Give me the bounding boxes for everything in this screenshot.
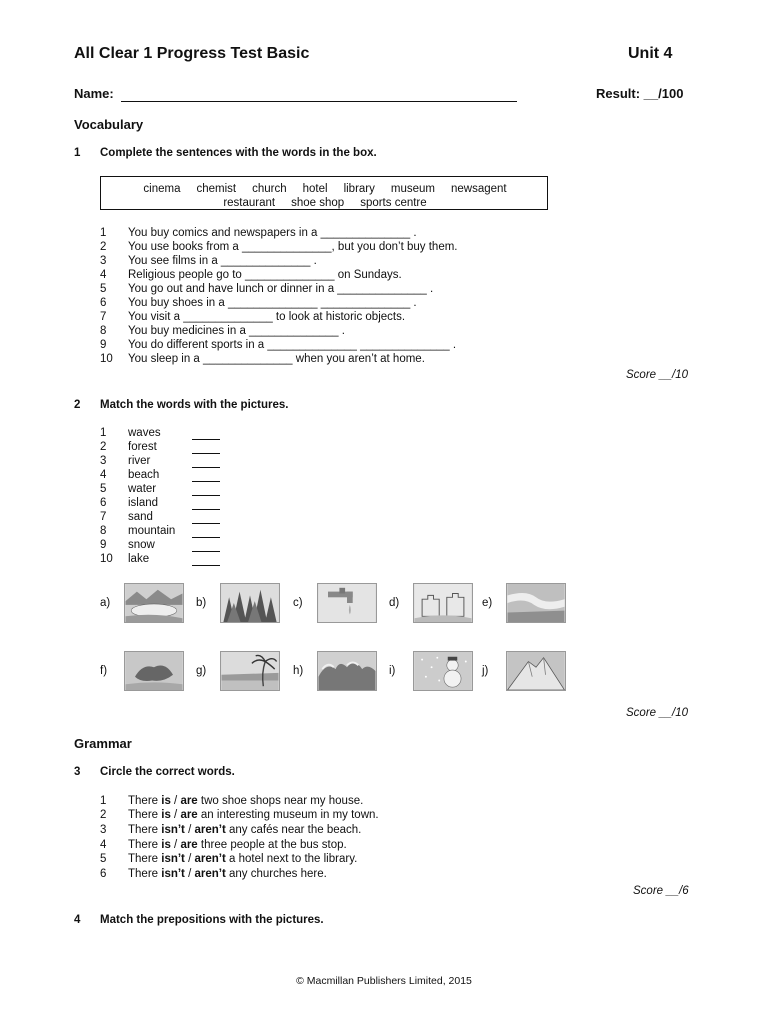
result-label: Result: __/100	[596, 86, 684, 101]
exercise-1-number: 1	[74, 147, 81, 159]
item-number: 4	[100, 839, 107, 851]
item-number: 4	[100, 269, 107, 281]
copyright-footer: © Macmillan Publishers Limited, 2015	[296, 975, 472, 987]
answer-blank[interactable]	[192, 525, 220, 538]
item-number: 1	[100, 795, 107, 807]
option-separator: /	[184, 824, 195, 836]
island-picture-icon	[124, 651, 184, 691]
sentence-item: Religious people go to ______________ on Sundays.	[128, 269, 402, 281]
item-number: 3	[100, 824, 107, 836]
sentence-item: You buy medicines in a ______________ .	[128, 325, 345, 337]
exercise-4-number: 4	[74, 914, 81, 926]
grammar-pre: There	[128, 795, 162, 807]
picture-label: a)	[100, 597, 111, 609]
exercise-2-instruction: Match the words with the pictures.	[100, 399, 289, 411]
answer-blank[interactable]	[192, 483, 220, 496]
grammar-post: any cafés near the beach.	[225, 824, 362, 836]
waves-picture-icon	[317, 651, 377, 691]
score-ex2: Score __/10	[626, 707, 689, 719]
grammar-pre: There	[128, 853, 162, 865]
name-field[interactable]	[121, 101, 517, 102]
grammar-pre: There	[128, 824, 162, 836]
forest-picture-icon	[220, 583, 280, 623]
match-word: snow	[128, 539, 155, 551]
item-number: 2	[100, 241, 107, 253]
water-tap-picture-icon	[317, 583, 377, 623]
lake-picture-icon	[124, 583, 184, 623]
answer-blank[interactable]	[192, 427, 220, 440]
page-title: All Clear 1 Progress Test Basic	[74, 45, 310, 62]
grammar-pre: There	[128, 839, 162, 851]
answer-blank[interactable]	[192, 511, 220, 524]
option-b[interactable]: aren’t	[194, 853, 226, 865]
picture-label: f)	[100, 665, 108, 677]
answer-blank[interactable]	[192, 539, 220, 552]
word-box-item: newsagent	[450, 183, 507, 195]
name-label: Name:	[74, 86, 114, 101]
sentence-item: You go out and have lunch or dinner in a ______________ .	[128, 283, 434, 295]
option-a[interactable]: isn’t	[161, 868, 185, 880]
item-number: 9	[100, 339, 107, 351]
match-word: river	[128, 455, 151, 467]
option-separator: /	[170, 839, 181, 851]
exercise-4-instruction: Match the prepositions with the pictures.	[100, 914, 324, 926]
grammar-pre: There	[128, 868, 162, 880]
match-word: forest	[128, 441, 157, 453]
option-b[interactable]: are	[180, 839, 198, 851]
mountain-picture-icon	[506, 651, 566, 691]
grammar-post: three people at the bus stop.	[197, 839, 347, 851]
option-a[interactable]: is	[161, 795, 171, 807]
match-word: mountain	[128, 525, 176, 537]
item-number: 7	[100, 311, 107, 323]
word-box-item: church	[252, 183, 287, 195]
answer-blank[interactable]	[192, 455, 220, 468]
word-box-row-1	[101, 183, 549, 195]
score-ex3: Score __/6	[633, 885, 689, 897]
grammar-post: a hotel next to the library.	[225, 853, 358, 865]
item-number: 1	[100, 227, 107, 239]
grammar-pre: There	[128, 809, 162, 821]
river-picture-icon	[506, 583, 566, 623]
picture-label: g)	[196, 665, 207, 677]
option-separator: /	[170, 795, 181, 807]
sentence-item: You visit a ______________ to look at historic objects.	[128, 311, 406, 323]
item-number: 3	[100, 255, 107, 267]
item-number: 6	[100, 868, 107, 880]
item-number: 8	[100, 525, 107, 537]
match-word: island	[128, 497, 159, 509]
picture-label: d)	[389, 597, 400, 609]
item-number: 6	[100, 297, 107, 309]
option-separator: /	[184, 853, 195, 865]
option-a[interactable]: isn’t	[161, 824, 185, 836]
grammar-item	[128, 824, 361, 836]
snow-picture-icon	[413, 651, 473, 691]
match-word: water	[128, 483, 157, 495]
picture-label: e)	[482, 597, 493, 609]
word-box-item: chemist	[196, 183, 237, 195]
sentence-item: You do different sports in a ______________ ______________ .	[128, 339, 457, 351]
item-number: 10	[100, 553, 113, 565]
answer-blank[interactable]	[192, 469, 220, 482]
option-b[interactable]: are	[180, 795, 198, 807]
sentence-item: You buy shoes in a ______________ ______________ .	[128, 297, 417, 309]
sentence-item: You sleep in a ______________ when you aren’t at home.	[128, 353, 425, 365]
word-box-item: hotel	[302, 183, 328, 195]
item-number: 9	[100, 539, 107, 551]
word-box-item: shoe shop	[291, 197, 345, 209]
grammar-post: an interesting museum in my town.	[197, 809, 379, 821]
exercise-3-instruction: Circle the correct words.	[100, 766, 235, 778]
picture-label: j)	[482, 665, 489, 677]
item-number: 4	[100, 469, 107, 481]
match-word: lake	[128, 553, 150, 565]
word-box-row-2	[101, 197, 549, 209]
grammar-item	[128, 795, 363, 807]
word-box-item: sports centre	[360, 197, 427, 209]
exercise-2-number: 2	[74, 399, 81, 411]
item-number: 5	[100, 283, 107, 295]
item-number: 2	[100, 441, 107, 453]
option-b[interactable]: aren’t	[194, 824, 226, 836]
sentence-item: You use books from a ______________, but you don’t buy them.	[128, 241, 458, 253]
grammar-item	[128, 853, 357, 865]
item-number: 5	[100, 853, 107, 865]
option-a[interactable]: isn’t	[161, 853, 185, 865]
grammar-item	[128, 839, 347, 851]
exercise-1-instruction: Complete the sentences with the words in the box.	[100, 147, 377, 159]
sentence-item: You buy comics and newspapers in a ______________ .	[128, 227, 417, 239]
grammar-post: two shoe shops near my house.	[197, 795, 364, 807]
answer-blank[interactable]	[192, 497, 220, 510]
match-word: beach	[128, 469, 160, 481]
exercise-3-number: 3	[74, 766, 81, 778]
unit-label: Unit 4	[628, 45, 673, 62]
match-word: sand	[128, 511, 153, 523]
picture-label: b)	[196, 597, 207, 609]
option-a[interactable]: is	[161, 839, 171, 851]
item-number: 2	[100, 809, 107, 821]
score-ex1: Score __/10	[626, 369, 689, 381]
item-number: 7	[100, 511, 107, 523]
option-b[interactable]: aren’t	[194, 868, 226, 880]
picture-label: c)	[293, 597, 303, 609]
grammar-item	[128, 809, 379, 821]
word-box	[100, 176, 548, 210]
option-separator: /	[184, 868, 195, 880]
sentence-item: You see films in a ______________ .	[128, 255, 317, 267]
item-number: 10	[100, 353, 113, 365]
word-box-item: library	[343, 183, 375, 195]
word-box-item: museum	[390, 183, 435, 195]
item-number: 6	[100, 497, 107, 509]
answer-blank[interactable]	[192, 441, 220, 454]
answer-blank[interactable]	[192, 553, 220, 566]
match-word: waves	[128, 427, 161, 439]
beach-picture-icon	[220, 651, 280, 691]
grammar-post: any churches here.	[225, 868, 327, 880]
option-a[interactable]: is	[161, 809, 171, 821]
vocabulary-heading: Vocabulary	[74, 117, 144, 132]
item-number: 5	[100, 483, 107, 495]
sand-castle-picture-icon	[413, 583, 473, 623]
word-box-item: restaurant	[223, 197, 276, 209]
picture-label: h)	[293, 665, 304, 677]
grammar-item	[128, 868, 327, 880]
item-number: 8	[100, 325, 107, 337]
item-number: 1	[100, 427, 107, 439]
option-b[interactable]: are	[180, 809, 198, 821]
word-box-item: cinema	[143, 183, 181, 195]
item-number: 3	[100, 455, 107, 467]
grammar-heading: Grammar	[74, 736, 132, 751]
option-separator: /	[170, 809, 181, 821]
picture-label: i)	[389, 665, 396, 677]
